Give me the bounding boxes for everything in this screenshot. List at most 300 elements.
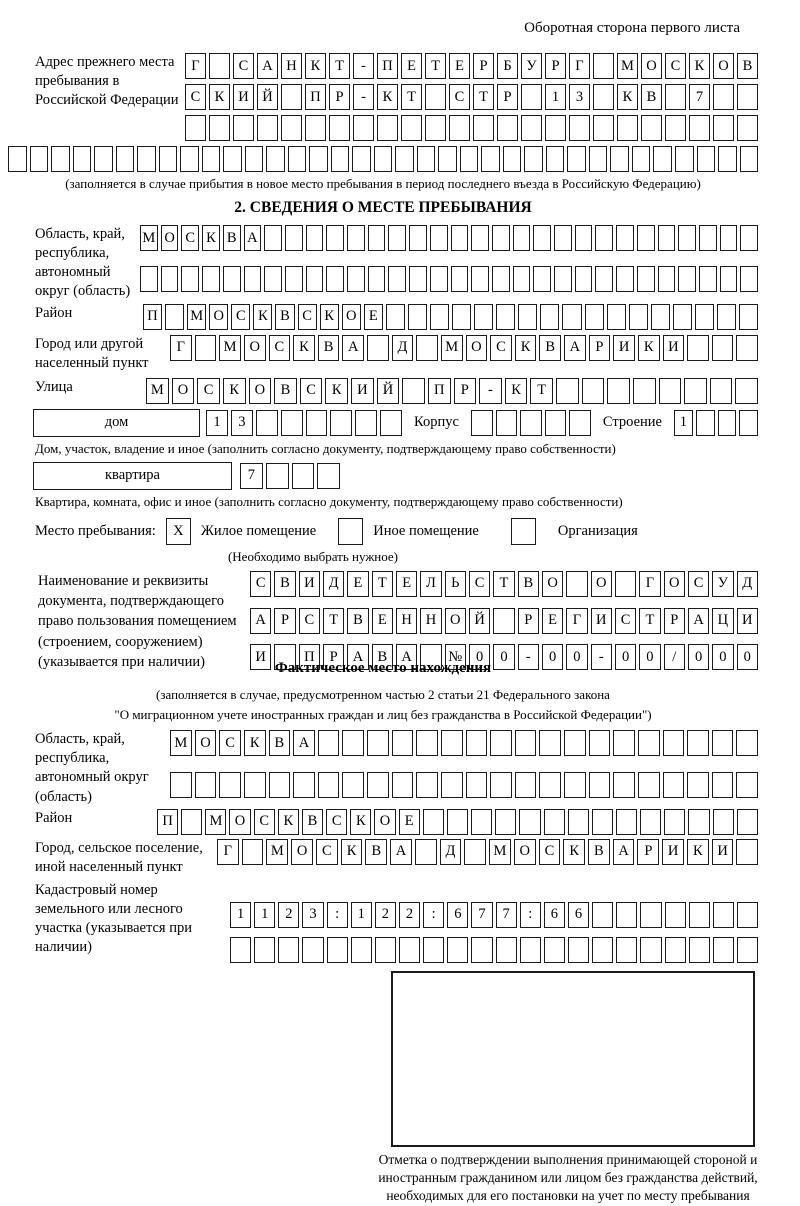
char-cell: [492, 266, 510, 292]
char-cell: [637, 225, 655, 251]
char-cell: [330, 410, 352, 436]
char-cell: [402, 378, 425, 404]
char-cell: [740, 146, 759, 172]
char-cell: [658, 266, 676, 292]
char-cell: [613, 772, 635, 798]
char-cell: Б: [497, 53, 518, 79]
char-cell: 0: [542, 644, 563, 670]
char-cell: 7: [471, 902, 492, 928]
char-cell: [737, 937, 758, 963]
char-cell: К: [689, 53, 710, 79]
char-cell: О: [542, 571, 563, 597]
char-cell: [159, 146, 178, 172]
char-cell: -: [353, 84, 374, 110]
char-cell: [51, 146, 70, 172]
char-cell: [545, 410, 567, 436]
char-cell: А: [257, 53, 278, 79]
char-cell: С: [269, 335, 291, 361]
char-cell: И: [351, 378, 374, 404]
char-cell: [589, 730, 611, 756]
char-cell: С: [449, 84, 470, 110]
char-cell: Р: [329, 84, 350, 110]
char-cell: [441, 772, 463, 798]
prev-address-row-2: [185, 84, 758, 110]
char-cell: [73, 146, 92, 172]
char-cell: [116, 146, 135, 172]
char-cell: [355, 410, 377, 436]
char-cell: А: [347, 644, 368, 670]
char-cell: [496, 304, 515, 330]
char-cell: [689, 937, 710, 963]
fact-raion-block: [35, 809, 758, 835]
char-cell: [331, 146, 350, 172]
char-cell: С: [469, 571, 490, 597]
char-cell: Д: [440, 839, 462, 865]
char-cell: [678, 266, 696, 292]
prev-address-label: Адрес прежнего места пребывания в Российской Федерации: [35, 54, 179, 109]
char-cell: [285, 225, 303, 251]
char-cell: [195, 335, 217, 361]
char-cell: [665, 84, 686, 110]
stroenie-label: Строение: [602, 414, 662, 431]
char-cell: К: [341, 839, 363, 865]
char-cell: 7: [240, 463, 263, 489]
char-cell: [264, 266, 282, 292]
char-cell: Й: [257, 84, 278, 110]
char-cell: [641, 115, 662, 141]
char-cell: [180, 146, 199, 172]
char-cell: [589, 772, 611, 798]
raion-block: [35, 304, 758, 330]
char-cell: Р: [497, 84, 518, 110]
char-cell: [607, 378, 630, 404]
char-cell: [518, 304, 537, 330]
char-cell: [718, 410, 737, 436]
char-cell: С: [181, 225, 199, 251]
char-cell: С: [250, 571, 271, 597]
char-cell: [281, 410, 303, 436]
fact-note-2: "О миграционном учете иностранных граждан и лиц без гражданства в Российской Федерации"): [114, 706, 652, 722]
char-cell: У: [521, 53, 542, 79]
char-cell: [545, 115, 566, 141]
char-cell: К: [638, 335, 660, 361]
char-cell: [451, 266, 469, 292]
char-cell: 3: [231, 410, 253, 436]
char-cell: [595, 225, 613, 251]
ulitsa-label: Улица: [35, 378, 73, 395]
char-cell: [368, 266, 386, 292]
char-cell: [318, 730, 340, 756]
char-cell: [607, 304, 626, 330]
char-cell: [515, 772, 537, 798]
char-cell: [326, 225, 344, 251]
char-cell: 0: [493, 644, 514, 670]
kadastr-block: [35, 881, 758, 963]
char-cell: О: [664, 571, 685, 597]
char-cell: [449, 115, 470, 141]
char-cell: П: [305, 84, 326, 110]
char-cell: А: [342, 335, 364, 361]
korpus-cells: [471, 410, 591, 436]
stamp-box: [391, 971, 755, 1147]
char-cell: Т: [493, 571, 514, 597]
char-cell: [209, 53, 230, 79]
char-cell: 0: [615, 644, 636, 670]
char-cell: [352, 146, 371, 172]
char-cell: Н: [396, 608, 417, 634]
char-cell: [575, 225, 593, 251]
char-cell: Т: [323, 608, 344, 634]
char-cell: [409, 225, 427, 251]
char-cell: [181, 266, 199, 292]
char-cell: 0: [566, 644, 587, 670]
dom-cells: [206, 410, 402, 436]
char-cell: [416, 772, 438, 798]
char-cell: [416, 335, 438, 361]
char-cell: [181, 809, 202, 835]
char-cell: Й: [377, 378, 400, 404]
char-cell: [318, 772, 340, 798]
char-cell: [689, 902, 710, 928]
char-cell: [567, 146, 586, 172]
char-cell: Р: [589, 335, 611, 361]
char-cell: [401, 115, 422, 141]
char-cell: [202, 146, 221, 172]
char-cell: К: [515, 335, 537, 361]
char-cell: [473, 115, 494, 141]
char-cell: [495, 809, 516, 835]
kvartira-block: [33, 462, 758, 490]
char-cell: [616, 902, 637, 928]
document-block: [38, 571, 758, 672]
char-cell: [302, 937, 323, 963]
section2-title: 2. СВЕДЕНИЯ О МЕСТЕ ПРЕБЫВАНИЯ: [234, 199, 532, 216]
char-cell: [665, 115, 686, 141]
char-cell: [640, 902, 661, 928]
char-cell: Д: [323, 571, 344, 597]
fact-gorod-label: Город, сельское поселение, иной населенный пункт: [35, 839, 203, 875]
char-cell: К: [209, 84, 230, 110]
char-cell: [658, 225, 676, 251]
char-cell: [347, 266, 365, 292]
char-cell: [447, 937, 468, 963]
char-cell: [665, 902, 686, 928]
char-cell: [687, 335, 709, 361]
char-cell: [513, 225, 531, 251]
char-cell: [8, 146, 27, 172]
char-cell: [209, 115, 230, 141]
char-cell: Г: [170, 335, 192, 361]
char-cell: [696, 410, 715, 436]
char-cell: [564, 730, 586, 756]
char-cell: [460, 146, 479, 172]
char-cell: [592, 902, 613, 928]
char-cell: С: [254, 809, 275, 835]
dom-box: дом: [33, 409, 200, 437]
char-cell: В: [372, 644, 393, 670]
char-cell: П: [428, 378, 451, 404]
char-cell: И: [233, 84, 254, 110]
char-cell: [374, 146, 393, 172]
char-cell: К: [253, 304, 272, 330]
char-cell: [569, 115, 590, 141]
char-cell: [697, 146, 716, 172]
char-cell: С: [300, 378, 323, 404]
char-cell: [540, 304, 559, 330]
option-zhiloe-label: Жилое помещение: [200, 522, 317, 539]
char-cell: Е: [401, 53, 422, 79]
char-cell: М: [140, 225, 158, 251]
char-cell: [593, 115, 614, 141]
char-cell: [353, 115, 374, 141]
char-cell: М: [441, 335, 463, 361]
char-cell: В: [588, 839, 610, 865]
char-cell: [317, 463, 340, 489]
char-cell: С: [665, 53, 686, 79]
char-cell: [377, 115, 398, 141]
char-cell: [392, 772, 414, 798]
char-cell: [137, 146, 156, 172]
char-cell: Т: [639, 608, 660, 634]
char-cell: [546, 146, 565, 172]
char-cell: Р: [518, 608, 539, 634]
gorod-row: [170, 335, 758, 361]
char-cell: [740, 266, 758, 292]
char-cell: [408, 304, 427, 330]
char-cell: [416, 730, 438, 756]
char-cell: [395, 146, 414, 172]
char-cell: [735, 378, 758, 404]
oblast-label: Область, край, республика, автономный округ (область): [35, 226, 131, 300]
char-cell: [592, 809, 613, 835]
char-cell: П: [377, 53, 398, 79]
char-cell: О: [209, 304, 228, 330]
char-cell: [306, 410, 328, 436]
char-cell: В: [269, 730, 291, 756]
char-cell: Г: [569, 53, 590, 79]
char-cell: М: [617, 53, 638, 79]
char-cell: Т: [425, 53, 446, 79]
char-cell: М: [219, 335, 241, 361]
char-cell: [629, 304, 648, 330]
char-cell: А: [293, 730, 315, 756]
char-cell: А: [396, 644, 417, 670]
char-cell: [409, 266, 427, 292]
fact-oblast-block: [35, 730, 758, 807]
char-cell: Д: [392, 335, 414, 361]
char-cell: [466, 730, 488, 756]
char-cell: [713, 115, 734, 141]
char-cell: [233, 115, 254, 141]
document-label: Наименование и реквизиты документа, подтверждающего право пользования помещением (строением, сооружением) (указывается при наличии): [38, 572, 237, 670]
document-row-2: [250, 608, 758, 636]
char-cell: А: [613, 839, 635, 865]
char-cell: Т: [329, 53, 350, 79]
char-cell: [327, 937, 348, 963]
char-cell: [466, 772, 488, 798]
char-cell: [490, 730, 512, 756]
prev-address-row-4: [8, 146, 758, 172]
char-cell: [737, 84, 758, 110]
char-cell: С: [231, 304, 250, 330]
char-cell: [399, 937, 420, 963]
ulitsa-row: [146, 378, 758, 404]
char-cell: [230, 937, 251, 963]
mesto-note: (Необходимо выбрать нужное): [227, 548, 399, 564]
char-cell: [242, 839, 264, 865]
char-cell: [663, 772, 685, 798]
document-row-1: [250, 571, 758, 599]
char-cell: 6: [447, 902, 468, 928]
fact-gorod-row: [217, 839, 758, 865]
char-cell: [423, 809, 444, 835]
oblast-row-2: [140, 266, 758, 302]
char-cell: В: [302, 809, 323, 835]
char-cell: [430, 304, 449, 330]
char-cell: [451, 225, 469, 251]
char-cell: О: [172, 378, 195, 404]
char-cell: [585, 304, 604, 330]
char-cell: С: [185, 84, 206, 110]
char-cell: [520, 937, 541, 963]
char-cell: [471, 937, 492, 963]
char-cell: С: [299, 608, 320, 634]
char-cell: [244, 266, 262, 292]
char-cell: [278, 937, 299, 963]
char-cell: 6: [568, 902, 589, 928]
char-cell: [306, 266, 324, 292]
form-page: [0, 20, 800, 1206]
char-cell: [663, 730, 685, 756]
char-cell: [452, 304, 471, 330]
char-cell: 0: [712, 644, 733, 670]
char-cell: [737, 115, 758, 141]
char-cell: 3: [569, 84, 590, 110]
char-cell: Г: [566, 608, 587, 634]
char-cell: [415, 839, 437, 865]
char-cell: [447, 809, 468, 835]
char-cell: Е: [449, 53, 470, 79]
kadastr-grid: [230, 902, 758, 963]
char-cell: [368, 225, 386, 251]
fact-gorod-block: [35, 839, 758, 877]
char-cell: [740, 225, 758, 251]
char-cell: [380, 410, 402, 436]
char-cell: И: [299, 571, 320, 597]
char-cell: [556, 378, 579, 404]
char-cell: С: [490, 335, 512, 361]
char-cell: [438, 146, 457, 172]
char-cell: [326, 266, 344, 292]
char-cell: Т: [372, 571, 393, 597]
char-cell: [712, 335, 734, 361]
fact-raion-row: [157, 809, 758, 835]
char-cell: [613, 730, 635, 756]
char-cell: [616, 266, 634, 292]
char-cell: [638, 772, 660, 798]
char-cell: [386, 304, 405, 330]
char-cell: О: [229, 809, 250, 835]
char-cell: К: [278, 809, 299, 835]
char-cell: В: [737, 53, 758, 79]
char-cell: [425, 115, 446, 141]
char-cell: О: [591, 571, 612, 597]
char-cell: К: [563, 839, 585, 865]
char-cell: [293, 772, 315, 798]
char-cell: В: [365, 839, 387, 865]
char-cell: О: [291, 839, 313, 865]
char-cell: [281, 115, 302, 141]
char-cell: В: [641, 84, 662, 110]
char-cell: [737, 902, 758, 928]
char-cell: [713, 809, 734, 835]
char-cell: К: [293, 335, 315, 361]
char-cell: [367, 772, 389, 798]
char-cell: [94, 146, 113, 172]
char-cell: [288, 146, 307, 172]
char-cell: [684, 378, 707, 404]
char-cell: [610, 146, 629, 172]
char-cell: [568, 937, 589, 963]
char-cell: -: [591, 644, 612, 670]
char-cell: [266, 463, 289, 489]
char-cell: [425, 84, 446, 110]
char-cell: [202, 266, 220, 292]
char-cell: [292, 463, 315, 489]
char-cell: О: [641, 53, 662, 79]
char-cell: [417, 146, 436, 172]
kadastr-row-1: [230, 902, 758, 928]
char-cell: /: [664, 644, 685, 670]
char-cell: [564, 772, 586, 798]
char-cell: [717, 304, 736, 330]
char-cell: [464, 839, 486, 865]
checkbox-zhiloe: X: [166, 518, 191, 545]
char-cell: [342, 772, 364, 798]
char-cell: [632, 146, 651, 172]
char-cell: 2: [375, 902, 396, 928]
char-cell: 0: [639, 644, 660, 670]
oblast-grid: [140, 225, 758, 302]
char-cell: [712, 730, 734, 756]
char-cell: М: [187, 304, 206, 330]
gorod-block: [35, 335, 758, 373]
char-cell: [185, 115, 206, 141]
char-cell: [281, 84, 302, 110]
char-cell: -: [479, 378, 502, 404]
char-cell: Ь: [445, 571, 466, 597]
char-cell: [256, 410, 278, 436]
char-cell: А: [564, 335, 586, 361]
char-cell: [713, 902, 734, 928]
char-cell: [515, 730, 537, 756]
char-cell: [687, 730, 709, 756]
char-cell: 2: [399, 902, 420, 928]
char-cell: [30, 146, 49, 172]
prev-address-grid: [185, 53, 758, 141]
char-cell: №: [445, 644, 466, 670]
char-cell: [254, 937, 275, 963]
char-cell: С: [615, 608, 636, 634]
char-cell: П: [299, 644, 320, 670]
char-cell: [367, 730, 389, 756]
char-cell: [306, 225, 324, 251]
dom-note: Дом, участок, владение и иное (заполнить согласно документу, подтверждающему право собственности): [35, 440, 616, 456]
char-cell: 0: [688, 644, 709, 670]
char-cell: [496, 937, 517, 963]
char-cell: В: [223, 225, 241, 251]
char-cell: [375, 937, 396, 963]
